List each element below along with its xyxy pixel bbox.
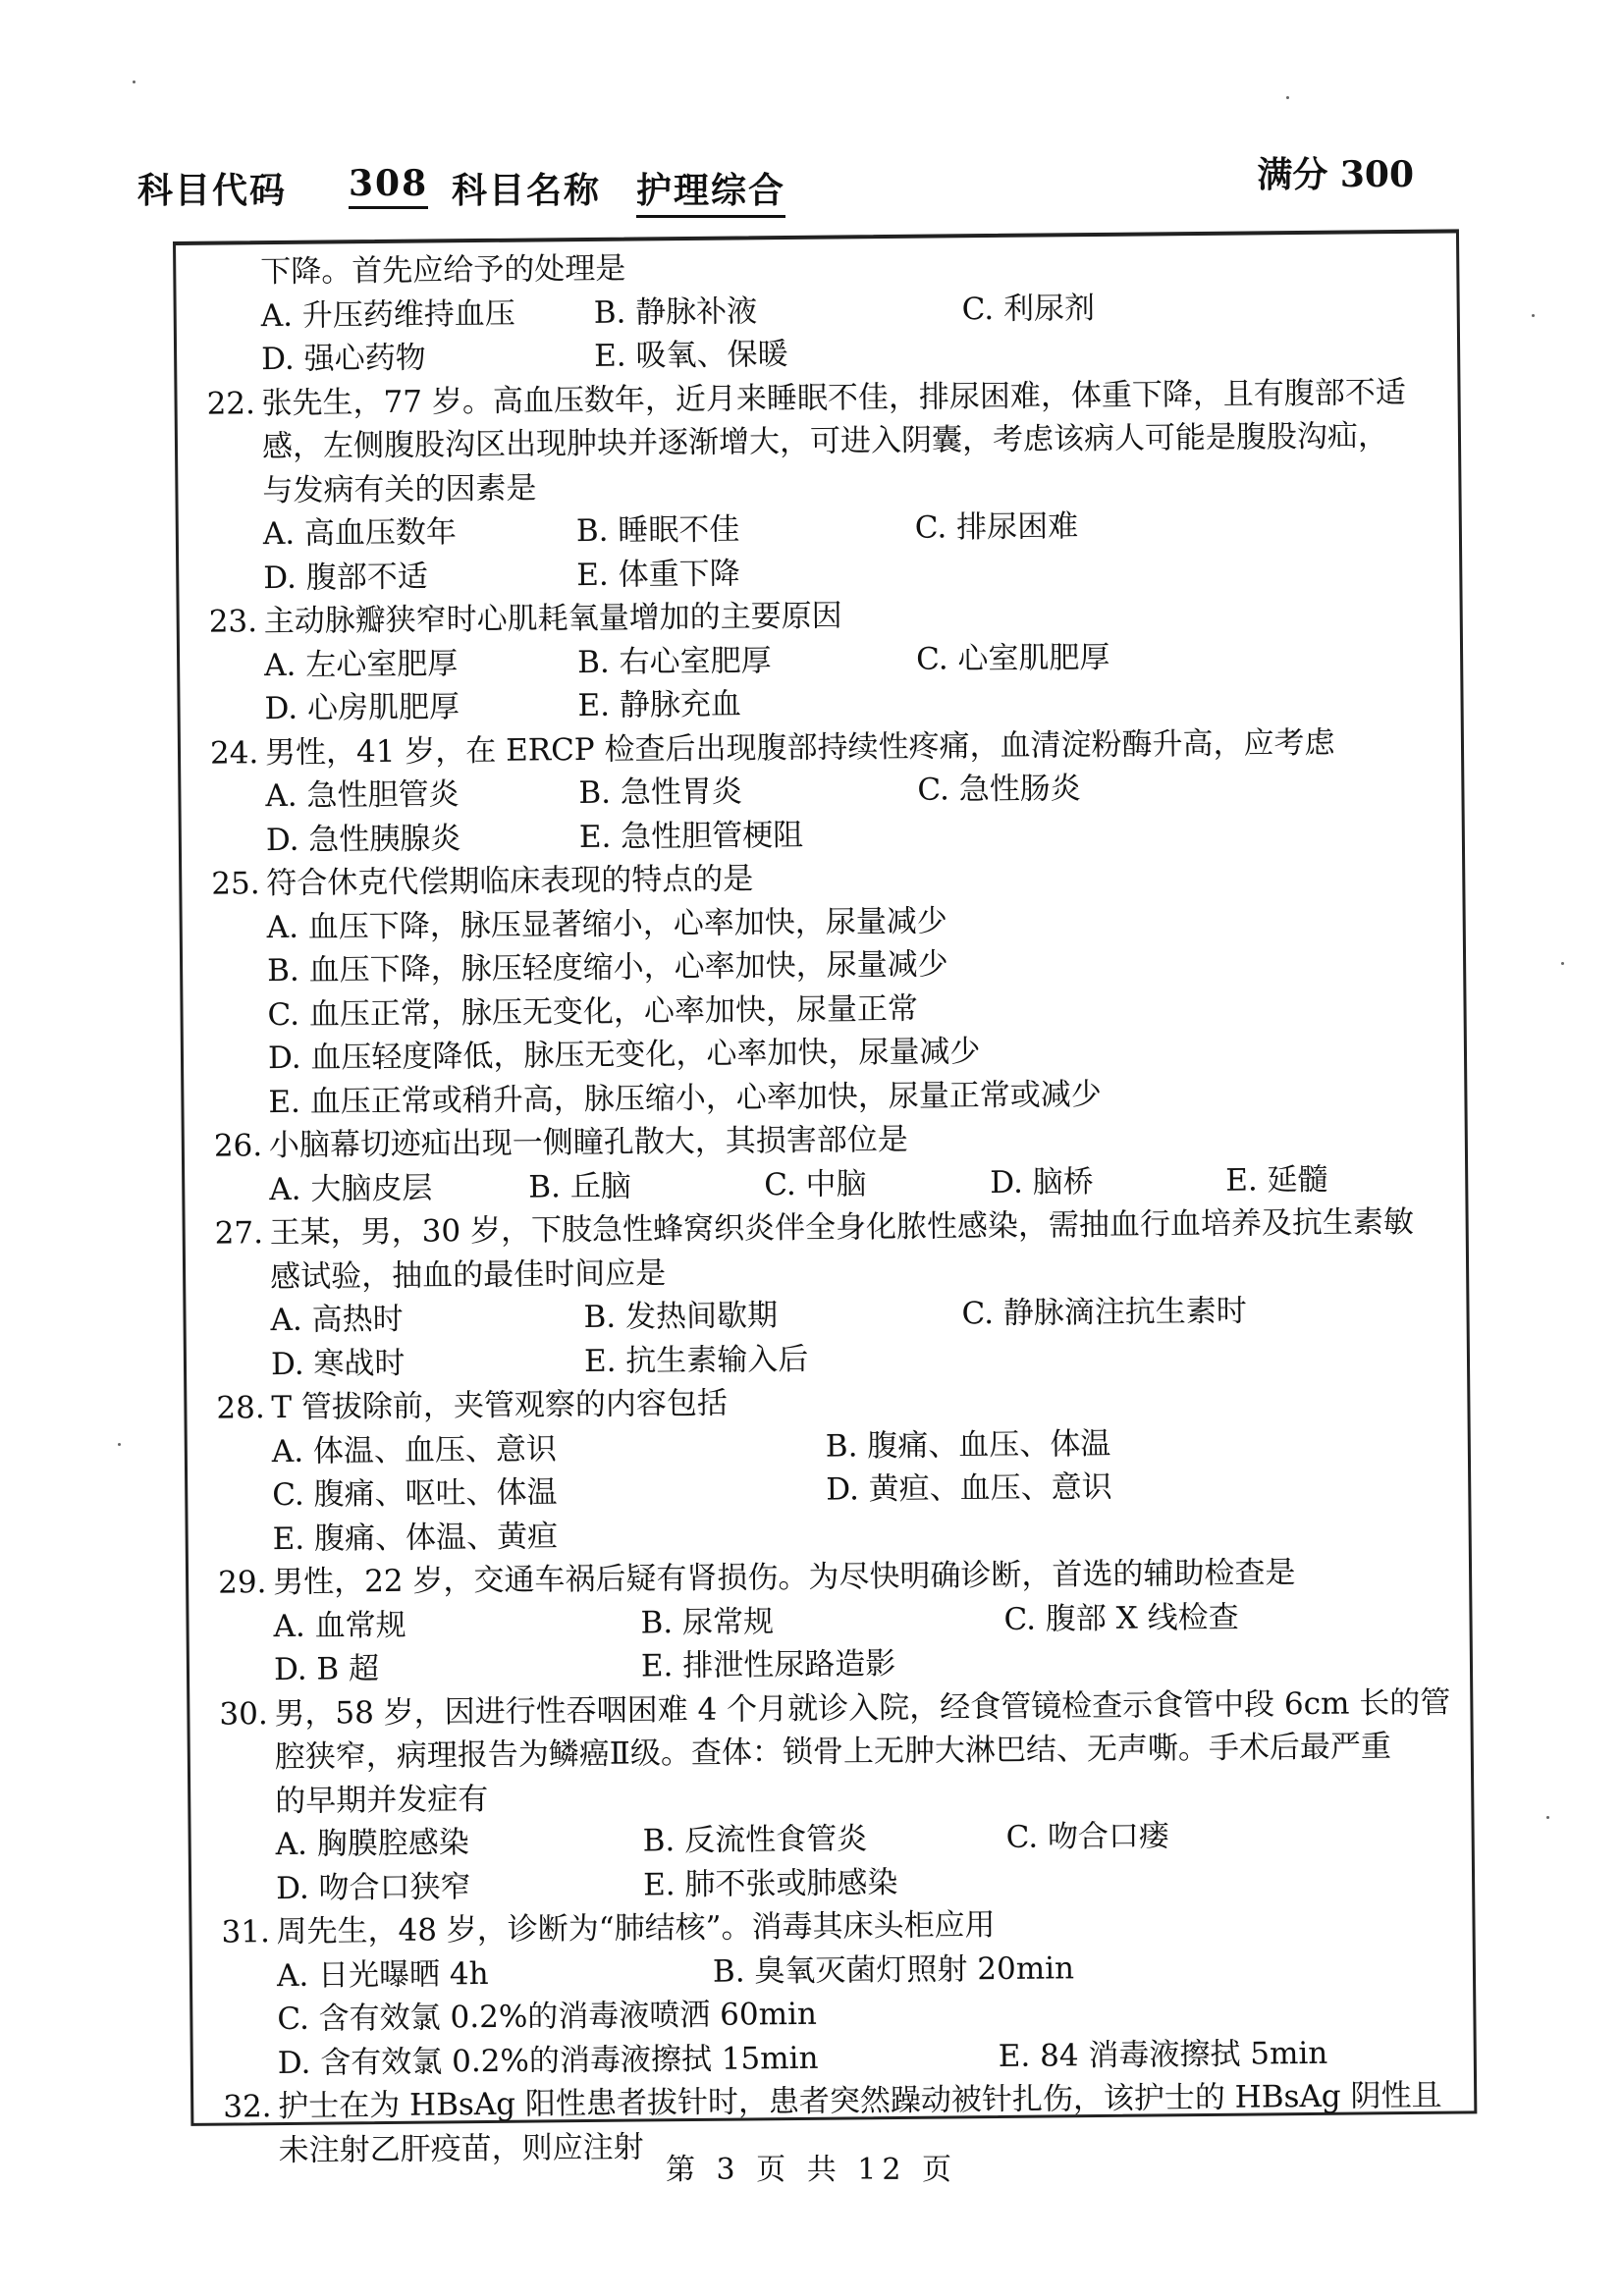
- question-stem-line: 与发病有关的因素是: [262, 469, 537, 508]
- page-number: 第 3 页 共 12 页: [666, 2153, 957, 2187]
- scan-speck: [1286, 96, 1289, 99]
- option-c: C. 心室肌肥厚: [915, 639, 1110, 677]
- question-stem-line: 王某，男，30 岁，下肢急性蜂窝织炎伴全身化脓性感染，需抽血行血培养及抗生素敏: [269, 1203, 1415, 1252]
- question-number: 29.: [217, 1565, 267, 1601]
- option-a: A. 高血压数年: [262, 514, 458, 553]
- question-number: 23.: [208, 604, 258, 640]
- question-stem-line: 主动脉瓣狭窄时心肌耗氧量增加的主要原因: [263, 598, 842, 640]
- option-a: A. 升压药维持血压: [260, 295, 516, 334]
- question-stem-line: 感试验，抽血的最佳时间应是: [269, 1255, 667, 1295]
- scan-speck: [1546, 1816, 1549, 1819]
- option-b: B. 血压下降，脉压轻度缩小，心率加快，尿量减少: [266, 946, 948, 989]
- scan-speck: [133, 80, 135, 83]
- option-a: A. 高热时: [270, 1301, 404, 1339]
- question-stem-line: 男性，22 岁，交通车祸后疑有肾损伤。为尽快明确诊断，首选的辅助检查是: [272, 1555, 1296, 1601]
- question-stem-line: 符合休克代偿期临床表现的特点的是: [266, 861, 754, 902]
- question-stem-line: 男性，41 岁，在 ERCP 检查后出现腹部持续性疼痛，血清淀粉酶升高，应考虑: [264, 724, 1335, 771]
- subject-name-label: 科目名称: [452, 170, 602, 211]
- option-c: C. 利尿剂: [961, 290, 1096, 327]
- option-b: B. 静脉补液: [593, 293, 758, 331]
- option-d: D. 腹部不适: [263, 559, 428, 596]
- question-number: 25.: [211, 866, 260, 902]
- option-c: C. 吻合口瘘: [1005, 1818, 1170, 1855]
- option-a: A. 胸膜腔感染: [275, 1825, 469, 1863]
- option-c: C. 静脉滴注抗生素时: [961, 1293, 1248, 1332]
- subject-name-value: 护理综合: [636, 163, 785, 218]
- option-d: D. 血压轻度降低，脉压无变化，心率加快，尿量减少: [267, 1034, 981, 1077]
- question-box: [173, 229, 1477, 2168]
- question-number: 31.: [221, 1914, 271, 1950]
- option-b: B. 睡眠不佳: [575, 511, 740, 550]
- exam-header: [137, 154, 1414, 226]
- option-d: D. 强心药物: [260, 340, 426, 378]
- question-number: 24.: [209, 734, 259, 772]
- option-c: C. 排尿困难: [914, 508, 1079, 546]
- option-a: A. 体温、血压、意识: [271, 1430, 558, 1469]
- option-e: E. 抗生素输入后: [583, 1341, 809, 1379]
- question-stem-line: 男，58 岁，因进行性吞咽困难 4 个月就诊入院，经食管镜检查示食管中段 6cm 长的管: [274, 1684, 1451, 1732]
- option-e: E. 延髓: [1225, 1161, 1328, 1199]
- option-c: C. 急性肠炎: [917, 771, 1081, 808]
- option-b: B. 发热间歇期: [583, 1298, 779, 1336]
- option-b: B. 丘脑: [528, 1168, 631, 1205]
- question-stem-line: T 管拔除前，夹管观察的内容包括: [271, 1385, 729, 1426]
- option-a: A. 血压下降，脉压显著缩小，心率加快，尿量减少: [266, 902, 947, 945]
- option-b: B. 臭氧灭菌灯照射 20min: [712, 1949, 1075, 1990]
- question-stem-line: 感，左侧腹股沟区出现肿块并逐渐增大，可进入阴囊，考虑该病人可能是腹股沟疝，: [261, 418, 1389, 465]
- option-e: E. 肺不张或肺感染: [642, 1864, 898, 1902]
- option-a: A. 大脑皮层: [269, 1170, 433, 1207]
- subject-code-label: 科目代码: [137, 170, 288, 211]
- option-b: B. 急性胃炎: [578, 774, 743, 812]
- option-d: D. 含有效氯 0.2%的消毒液擦拭 15min: [277, 2040, 819, 2081]
- option-d: D. 急性胰腺炎: [265, 820, 461, 858]
- scan-speck: [1561, 962, 1564, 965]
- question-number: 27.: [214, 1215, 264, 1252]
- question-number: 30.: [219, 1695, 268, 1733]
- option-d: D. 黄疸、血压、意识: [826, 1468, 1112, 1508]
- option-a: A. 日光曝晒 4h: [276, 1955, 489, 1994]
- option-d: D. 心房肌肥厚: [264, 689, 460, 727]
- option-e: E. 急性胆管梗阻: [578, 817, 804, 855]
- option-e: E. 吸氧、保暖: [593, 336, 788, 374]
- option-b: B. 右心室肥厚: [576, 642, 772, 680]
- option-b: B. 反流性食管炎: [642, 1821, 868, 1859]
- full-score: 满分 300: [1257, 154, 1414, 195]
- question-stem-line: 的早期并发症有: [275, 1781, 489, 1819]
- question-number: 28.: [216, 1390, 265, 1426]
- option-c: C. 血压正常，脉压无变化，心率加快，尿量正常: [267, 990, 919, 1033]
- subject-code-value: 308: [349, 163, 428, 209]
- option-e: E. 84 消毒液擦拭 5min: [998, 2035, 1328, 2074]
- option-c: C. 腹痛、呕吐、体温: [272, 1474, 558, 1514]
- question-stem-line: 下降。首先应给予的处理是: [260, 250, 626, 291]
- option-e: E. 腹痛、体温、黄疸: [272, 1518, 559, 1557]
- option-c: C. 中脑: [764, 1165, 867, 1202]
- option-a: A. 血常规: [273, 1607, 406, 1644]
- option-e: E. 血压正常或稍升高，脉压缩小，心率加快，尿量正常或减少: [268, 1076, 1102, 1120]
- option-b: B. 腹痛、血压、体温: [825, 1425, 1111, 1465]
- question-stem-line: 周先生，48 岁，诊断为“肺结核”。消毒其床头柜应用: [276, 1907, 996, 1950]
- question-number: 26.: [213, 1128, 263, 1164]
- question-stem-line: 张先生，77 岁。高血压数年，近月来睡眠不佳，排尿困难，体重下降，且有腹部不适: [261, 374, 1407, 421]
- option-d: D. B 超: [273, 1651, 380, 1688]
- option-d: D. 吻合口狭窄: [275, 1868, 471, 1906]
- question-stem-line: 小脑幕切迹疝出现一侧瞳孔散大，其损害部位是: [268, 1121, 908, 1164]
- question-number: 32.: [223, 2089, 272, 2125]
- option-b: B. 尿常规: [640, 1603, 775, 1640]
- option-a: A. 急性胆管炎: [265, 776, 460, 815]
- option-d: D. 寒战时: [270, 1345, 406, 1382]
- question-content: [205, 240, 1455, 2173]
- option-a: A. 左心室肥厚: [263, 645, 459, 683]
- option-e: E. 体重下降: [576, 555, 740, 593]
- scan-speck: [118, 1443, 121, 1446]
- option-e: E. 静脉充血: [577, 686, 742, 724]
- question-stem-line: 腔狭窄，病理报告为鳞癌Ⅱ级。查体：锁骨上无肿大淋巴结、无声嘶。手术后最严重: [274, 1729, 1392, 1776]
- scan-speck: [1532, 314, 1535, 317]
- option-d: D. 脑桥: [990, 1163, 1094, 1201]
- question-stem-line: 护士在为 HBsAg 阳性患者拔针时，患者突然躁动被针扎伤，该护士的 HBsAg 阴性且: [278, 2077, 1442, 2125]
- question-stem-line: 未注射乙肝疫苗，则应注射: [278, 2128, 644, 2168]
- option-c: C. 含有效氯 0.2%的消毒液喷洒 60min: [277, 1996, 818, 2038]
- question-number: 22.: [206, 385, 256, 422]
- option-e: E. 排泄性尿路造影: [640, 1645, 896, 1684]
- option-c: C. 腹部 X 线检查: [1003, 1599, 1239, 1637]
